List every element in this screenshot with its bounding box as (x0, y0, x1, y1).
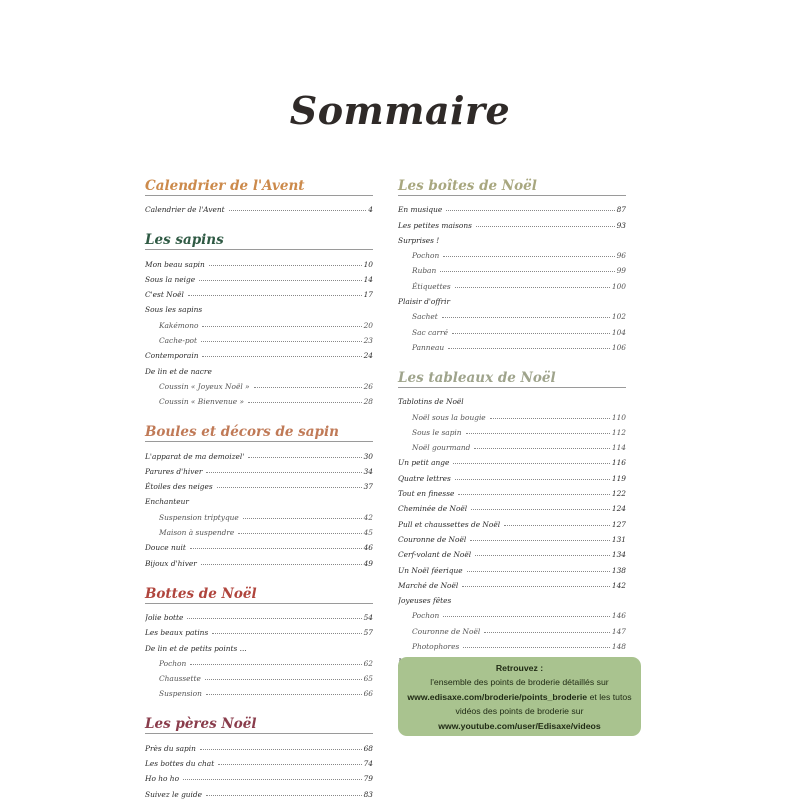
toc-entry-label: Marché de Noël (398, 580, 459, 590)
toc-entry-page: 62 (363, 658, 373, 668)
toc-entry[interactable] (398, 391, 626, 406)
section-title-tableaux[interactable]: Les tableaux de Noël (398, 370, 626, 388)
toc-entry-page: 142 (611, 580, 626, 590)
toc-entry-page: 66 (363, 689, 373, 699)
dot-leader (217, 487, 362, 488)
toc-entry[interactable] (145, 737, 373, 752)
toc-entry[interactable] (145, 768, 373, 783)
section-advent (145, 178, 373, 214)
toc-entry-label: Calendrier de l'Avent (145, 205, 225, 215)
toc-entry-label: De lin et de nacre (145, 366, 212, 376)
dot-leader (466, 433, 610, 434)
toc-entry-page: 124 (611, 504, 626, 514)
toc-entry[interactable] (398, 291, 626, 306)
toc-entry-label: Pochon (412, 251, 440, 261)
dot-leader (443, 616, 610, 617)
toc-entry-label: Douce nuit (145, 543, 186, 553)
toc-entry[interactable] (145, 491, 373, 506)
toc-entry[interactable] (145, 376, 373, 391)
section-title-advent[interactable]: Calendrier de l'Avent (145, 178, 373, 196)
toc-entry-page: 112 (611, 427, 626, 437)
toc-entry-label: Ho ho ho (145, 774, 180, 784)
dot-leader (462, 586, 610, 587)
toc-entry-page: 114 (611, 443, 626, 453)
toc-entry-page: 17 (363, 290, 373, 300)
toc-left-column (145, 178, 373, 799)
toc-entry[interactable] (398, 437, 626, 452)
dot-leader (183, 779, 362, 780)
toc-entry-page: 54 (363, 612, 373, 622)
toc-entry[interactable] (145, 199, 373, 214)
toc-entry[interactable] (145, 345, 373, 360)
toc-entry-label: C'est Noël (145, 290, 184, 300)
toc-entry-page: 20 (363, 320, 373, 330)
toc-entry-label: Kakémono (159, 320, 199, 330)
dot-leader (474, 448, 610, 449)
toc-entry-page: 93 (616, 220, 626, 230)
toc-entry[interactable] (145, 314, 373, 329)
toc-entry-label: Noël gourmand (412, 443, 471, 453)
dot-leader (190, 664, 361, 665)
toc-entry-label: Cheminée de Noël (398, 504, 468, 514)
toc-entry[interactable] (145, 552, 373, 567)
dot-leader (440, 271, 614, 272)
dot-leader (187, 618, 361, 619)
toc-entry-label: Tout en finesse (398, 489, 455, 499)
dot-leader (467, 571, 610, 572)
toc-entry-label: Suivez le guide (145, 789, 203, 799)
toc-entry-page: 100 (611, 281, 626, 291)
toc-entry[interactable] (398, 498, 626, 513)
section-tableaux (398, 370, 626, 682)
dot-leader (254, 387, 362, 388)
toc-entry[interactable] (398, 230, 626, 245)
toc-entry[interactable] (145, 637, 373, 652)
toc-entry-label: Parures d'hiver (145, 466, 203, 476)
toc-entry[interactable] (398, 260, 626, 275)
toc-entry-page: 14 (363, 274, 373, 284)
toc-entry-page: 104 (611, 327, 626, 337)
page-title: Sommaire (289, 88, 511, 133)
toc-entry-page: 116 (611, 458, 626, 468)
toc-entry-label: Tablotins de Noël (398, 397, 464, 407)
toc-entry-label: Sachet (412, 312, 438, 322)
toc-entry[interactable] (398, 483, 626, 498)
toc-entry[interactable] (398, 575, 626, 590)
dot-leader (475, 555, 610, 556)
toc-entry-page: 127 (611, 519, 626, 529)
info-box (398, 657, 641, 736)
toc-entry-page: 26 (363, 381, 373, 391)
toc-entry-label: Pochon (412, 611, 440, 621)
toc-entry-page: 37 (363, 482, 373, 492)
toc-entry[interactable] (145, 299, 373, 314)
dot-leader (202, 326, 361, 327)
toc-entry[interactable] (398, 559, 626, 574)
dot-leader (201, 564, 362, 565)
dot-leader (243, 518, 362, 519)
toc-entry-label: Un petit ange (398, 458, 450, 468)
toc-entry[interactable] (145, 607, 373, 622)
section-sapins (145, 232, 373, 406)
toc-entry-label: Pochon (159, 658, 187, 668)
toc-entry-page: 110 (611, 412, 626, 422)
dot-leader (458, 494, 610, 495)
toc-entry[interactable] (398, 467, 626, 482)
toc-entry-page: 148 (611, 642, 626, 652)
toc-entry-label: Bijoux d'hiver (145, 558, 197, 568)
toc-entry[interactable] (398, 422, 626, 437)
toc-entry-label: Plaisir d'offrir (398, 297, 451, 307)
toc-entry-page: 122 (611, 489, 626, 499)
toc-entry-page: 10 (363, 259, 373, 269)
dot-leader (205, 679, 362, 680)
toc-entry[interactable] (145, 753, 373, 768)
toc-entry-label: Chaussette (159, 674, 201, 684)
toc-entry-label: Sous les sapins (145, 305, 203, 315)
toc-entry-page: 106 (611, 342, 626, 352)
toc-entry[interactable] (145, 653, 373, 668)
toc-entry[interactable] (398, 605, 626, 620)
toc-entry-page: 147 (611, 626, 626, 636)
toc-entry[interactable] (145, 461, 373, 476)
toc-entry-label: Les petites maisons (398, 220, 472, 230)
toc-entry-label: Cerf-volant de Noël (398, 550, 472, 560)
toc-entry-page: 74 (363, 759, 373, 769)
toc-entry-label: En musique (398, 205, 443, 215)
dot-leader (490, 418, 610, 419)
section-bottes (145, 586, 373, 699)
info-heading: Retrouvez : (495, 663, 544, 673)
toc-entry-label: Couronne de Noël (398, 534, 467, 544)
toc-entry[interactable] (398, 337, 626, 352)
dot-leader (212, 633, 361, 634)
toc-entry-page: 24 (363, 351, 373, 361)
toc-entry-label: Jolie botte (145, 612, 184, 622)
toc-entry-label: L'apparat de ma demoizel' (145, 451, 245, 461)
dot-leader (455, 287, 610, 288)
toc-entry-page: 45 (363, 528, 373, 538)
dot-leader (455, 479, 610, 480)
toc-entry-label: Surprises ! (398, 235, 440, 245)
toc-entry-page: 46 (363, 543, 373, 553)
toc-entry[interactable] (398, 590, 626, 605)
toc-entry-label: Coussin « Joyeux Noël » (159, 381, 250, 391)
toc-entry-label: Enchanteur (145, 497, 189, 507)
dot-leader (199, 280, 361, 281)
toc-entry-page: 138 (611, 565, 626, 575)
toc-entry[interactable] (145, 269, 373, 284)
toc-entry-label: Les bottes du chat (145, 759, 215, 769)
section-peres (145, 716, 373, 798)
toc-entry-page: 79 (363, 774, 373, 784)
dot-leader (218, 764, 361, 765)
toc-entry[interactable] (145, 330, 373, 345)
toc-entry[interactable] (145, 284, 373, 299)
dot-leader (206, 472, 361, 473)
toc-entry-label: Noël sous la bougie (412, 412, 486, 422)
toc-entry[interactable] (398, 636, 626, 651)
toc-entry[interactable] (145, 783, 373, 798)
dot-leader (448, 348, 610, 349)
toc-entry[interactable] (145, 537, 373, 552)
dot-leader (201, 341, 362, 342)
toc-entry-label: Étiquettes (412, 281, 451, 291)
toc-entry-page: 146 (611, 611, 626, 621)
toc-entry[interactable] (398, 214, 626, 229)
toc-entry-label: Panneau (412, 342, 445, 352)
dot-leader (229, 210, 367, 211)
toc-entry-label: Un Noël féerique (398, 565, 463, 575)
toc-entry[interactable] (145, 622, 373, 637)
section-title-bottes[interactable]: Bottes de Noël (145, 586, 373, 604)
toc-entry[interactable] (145, 391, 373, 406)
toc-entry[interactable] (398, 406, 626, 421)
dot-leader (476, 226, 615, 227)
toc-entry-label: Contemporain (145, 351, 199, 361)
dot-leader (446, 210, 614, 211)
toc-entry-page: 42 (363, 512, 373, 522)
toc-entry[interactable] (398, 306, 626, 321)
dot-leader (188, 295, 362, 296)
toc-entry-page: 99 (616, 266, 626, 276)
dot-leader (504, 525, 610, 526)
toc-entry-label: Pull et chaussettes de Noël (398, 519, 501, 529)
dot-leader (453, 463, 610, 464)
dot-leader (248, 402, 362, 403)
section-title-boules[interactable]: Boules et décors de sapin (145, 424, 373, 442)
toc-entry[interactable] (398, 199, 626, 214)
dot-leader (484, 632, 610, 633)
dot-leader (470, 540, 610, 541)
toc-entry[interactable] (398, 321, 626, 336)
info-url-broderie[interactable]: www.edisaxe.com/broderie/points_broderie (407, 691, 588, 702)
toc-entry-label: Coussin « Bienvenue » (159, 397, 245, 407)
dot-leader (238, 533, 361, 534)
toc-entry-page: 34 (363, 466, 373, 476)
toc-entry-label: Quatre lettres (398, 473, 451, 483)
toc-entry[interactable] (145, 476, 373, 491)
dot-leader (443, 256, 614, 257)
toc-entry-label: De lin et de petits points ... (145, 643, 247, 653)
section-boites (398, 178, 626, 352)
toc-entry-page: 28 (363, 397, 373, 407)
dot-leader (202, 356, 361, 357)
toc-entry-page: 102 (611, 312, 626, 322)
toc-entry-page: 131 (611, 534, 626, 544)
toc-entry[interactable] (398, 275, 626, 290)
dot-leader (463, 647, 610, 648)
toc-entry-label: Mon beau sapin (145, 259, 205, 269)
toc-entry[interactable] (145, 253, 373, 268)
toc-entry-label: Ruban (412, 266, 437, 276)
toc-entry[interactable] (145, 683, 373, 698)
dot-leader (209, 265, 362, 266)
toc-entry[interactable] (398, 620, 626, 635)
toc-entry[interactable] (145, 445, 373, 460)
dot-leader (200, 749, 362, 750)
toc-entry-page: 119 (611, 473, 626, 483)
dot-leader (248, 457, 361, 458)
toc-entry-page: 87 (616, 205, 626, 215)
toc-entry[interactable] (398, 544, 626, 559)
toc-entry-page: 134 (611, 550, 626, 560)
toc-entry-page: 57 (363, 628, 373, 638)
toc-entry-label: Les beaux patins (145, 628, 209, 638)
toc-entry[interactable] (398, 452, 626, 467)
toc-entry-label: Joyeuses fêtes (398, 596, 452, 606)
toc-entry[interactable] (398, 513, 626, 528)
info-line-1: l'ensemble des points de broderie détaillés sur (430, 677, 609, 688)
toc-entry-page: 23 (363, 336, 373, 346)
toc-entry-page: 30 (363, 451, 373, 461)
dot-leader (442, 317, 610, 318)
section-boules (145, 424, 373, 567)
toc-entry-label: Sac carré (412, 327, 448, 337)
toc-entry[interactable] (398, 245, 626, 260)
toc-entry-label: Cache-pot (159, 336, 197, 346)
toc-entry-page: 83 (363, 789, 373, 799)
toc-entry[interactable] (145, 668, 373, 683)
toc-entry-label: Près du sapin (145, 743, 196, 753)
dot-leader (190, 548, 362, 549)
toc-entry-label: Suspension triptyque (159, 512, 239, 522)
info-url-youtube[interactable]: www.youtube.com/user/Edisaxe/videos (438, 720, 601, 731)
info-line-2: et les tutos vidéos des points de broderie sur (455, 691, 632, 717)
toc-entry-label: Sous le sapin (412, 427, 462, 437)
dot-leader (206, 795, 362, 796)
section-title-peres[interactable]: Les pères Noël (145, 716, 373, 734)
toc-entry[interactable] (398, 529, 626, 544)
toc-entry[interactable] (145, 522, 373, 537)
toc-entry-page: 49 (363, 558, 373, 568)
toc-entry-page: 65 (363, 674, 373, 684)
dot-leader (452, 333, 610, 334)
toc-entry[interactable] (145, 360, 373, 375)
toc-entry-label: Sous la neige (145, 274, 196, 284)
toc-entry-label: Photophores (412, 642, 460, 652)
toc-entry-page: 96 (616, 251, 626, 261)
toc-entry-label: Étoiles des neiges (145, 482, 213, 492)
toc-right-column (398, 178, 626, 682)
section-title-sapins[interactable]: Les sapins (145, 232, 373, 250)
toc-entry-page: 68 (363, 743, 373, 753)
section-title-boites[interactable]: Les boîtes de Noël (398, 178, 626, 196)
toc-entry[interactable] (145, 506, 373, 521)
dot-leader (206, 694, 362, 695)
dot-leader (471, 509, 610, 510)
toc-entry-label: Suspension (159, 689, 202, 699)
toc-entry-label: Couronne de Noël (412, 626, 481, 636)
toc-entry-label: Maison à suspendre (159, 528, 235, 538)
toc-entry-page: 4 (368, 205, 373, 215)
